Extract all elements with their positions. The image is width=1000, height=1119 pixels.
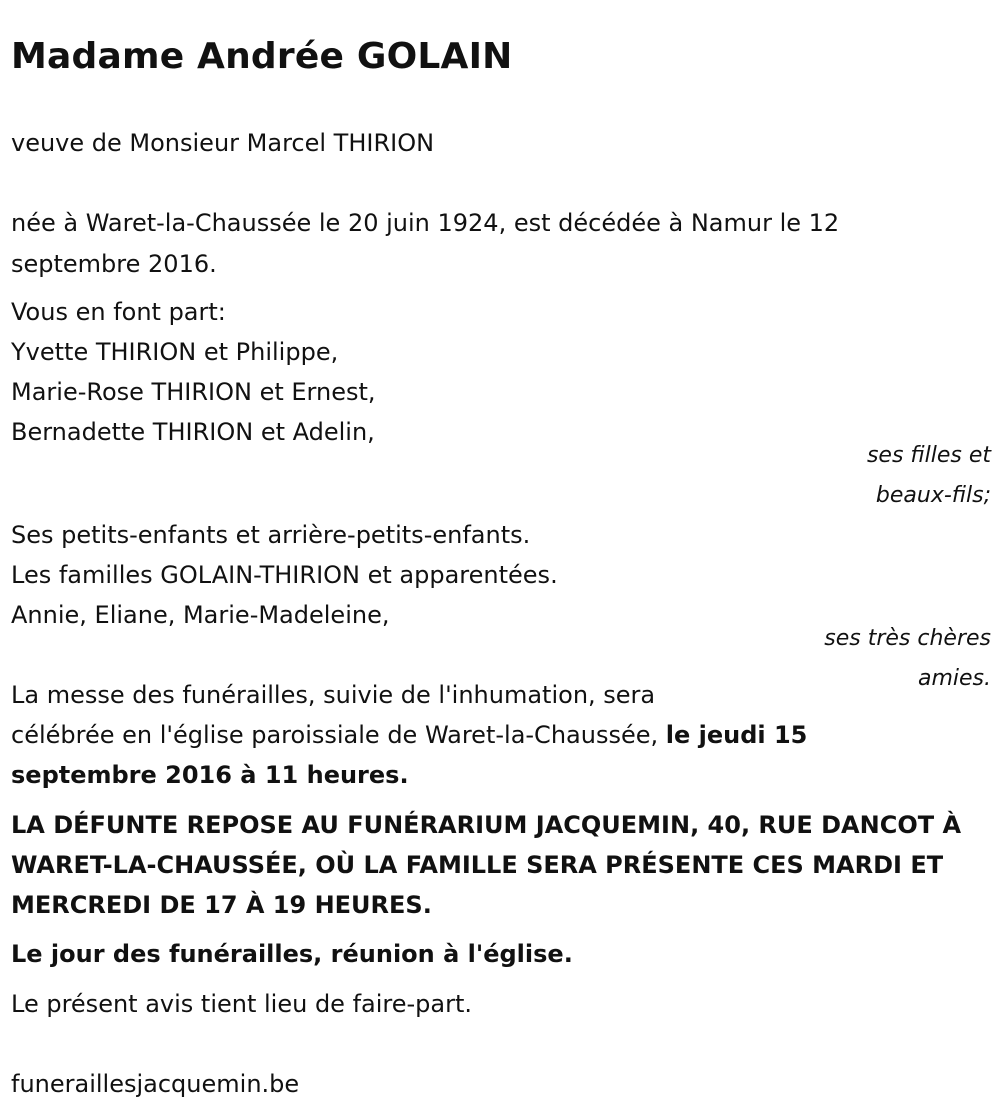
deceased-name-title: Madame Andrée GOLAIN [11,36,513,77]
website-text: funeraillesjacquemin.be [11,1070,300,1098]
relatives-line: Annie, Eliane, Marie-Madeleine, [11,601,390,629]
mass-date-text: le jeudi 15 [665,721,808,749]
repose-line-2: WARET-LA-CHAUSSÉE, OÙ LA FAMILLE SERA PRÉSENTE CES MARDI ET [11,851,944,879]
daughter-line: Yvette THIRION et Philippe, [11,338,339,366]
mass-line-3: septembre 2016 à 11 heures. [11,761,409,789]
mass-line-1: La messe des funérailles, suivie de l'inhumation, sera [11,681,656,709]
repose-line-3: MERCREDI DE 17 À 19 HEURES. [11,891,432,919]
notice-statement: Le présent avis tient lieu de faire-part. [11,990,473,1018]
daughter-line: Marie-Rose THIRION et Ernest, [11,378,376,406]
funeral-notice [11,0,991,1119]
mass-location-text: célébrée en l'église paroissiale de Waret-la-Chaussée, [11,721,666,749]
daughter-line: Bernadette THIRION et Adelin, [11,418,375,446]
daughters-note-line-1: ses filles et [866,443,991,468]
birth-death-line-1: née à Waret-la-Chaussée le 20 juin 1924, est décédée à Namur le 12 [11,209,840,237]
relatives-line: Les familles GOLAIN-THIRION et apparentées. [11,561,558,589]
widow-of-line: veuve de Monsieur Marcel THIRION [11,129,435,157]
friends-note-line-2: amies. [917,666,991,691]
daughters-note-line-2: beaux-fils; [875,483,991,508]
gathering-line: Le jour des funérailles, réunion à l'église. [11,940,573,968]
relatives-line: Ses petits-enfants et arrière-petits-enfants. [11,521,531,549]
announcers-intro: Vous en font part: [11,298,226,326]
repose-line-1: LA DÉFUNTE REPOSE AU FUNÉRARIUM JACQUEMIN, 40, RUE DANCOT À [11,811,962,839]
birth-death-line-2: septembre 2016. [11,250,217,278]
mass-line-2 [11,715,807,755]
friends-note-line-1: ses très chères [824,626,991,651]
